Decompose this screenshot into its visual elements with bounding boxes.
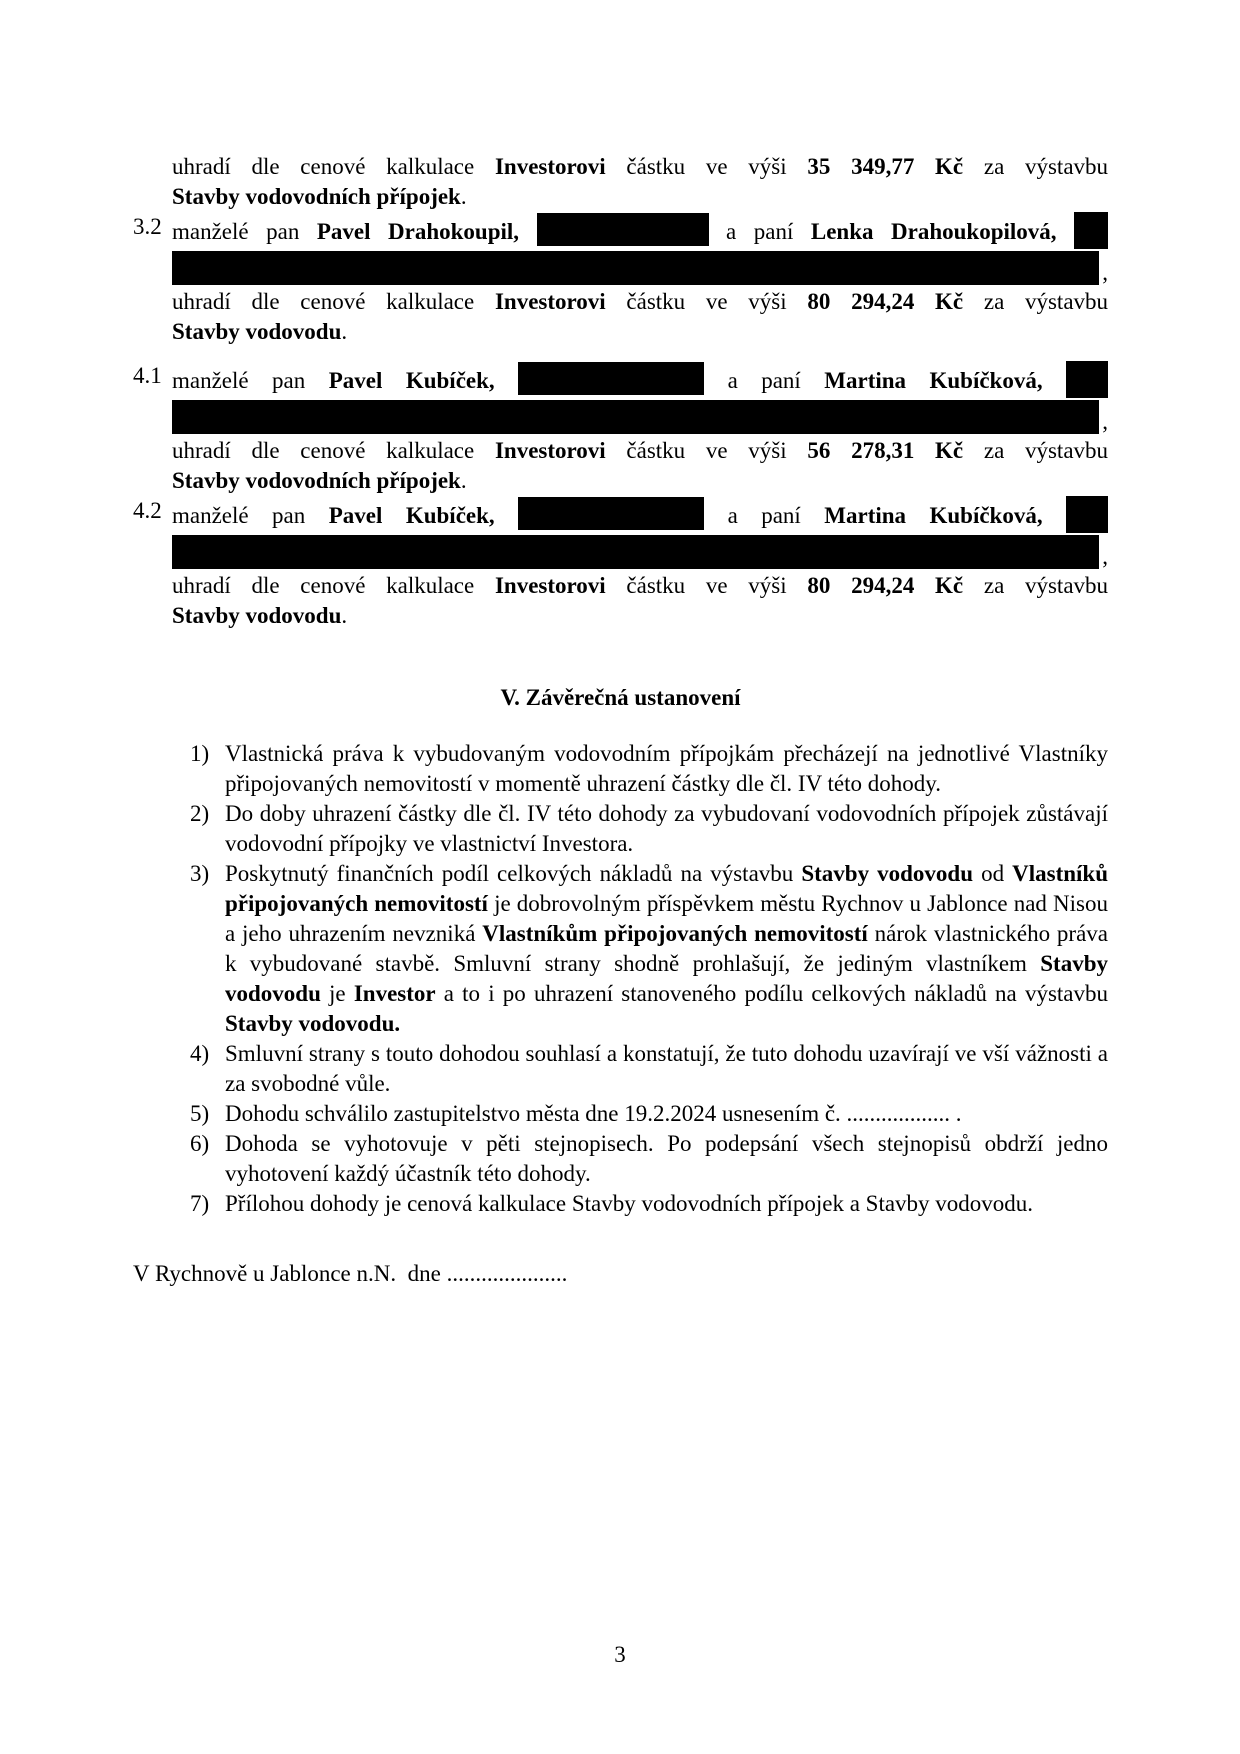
text-run: manželé pan bbox=[172, 219, 300, 244]
list-item-number: 7) bbox=[190, 1191, 210, 1216]
list-item bbox=[133, 1039, 1108, 1099]
bold-run: Stavby vodovodu. bbox=[225, 1011, 401, 1036]
husband-name: Pavel Kubíček, bbox=[328, 368, 495, 393]
list-item-text: Smluvní strany s touto dohodou souhlasí a konstatují, že tuto dohodu uzavírají ve vší vážnosti a za svobodné vůle. bbox=[225, 1041, 1108, 1096]
construction-object-line bbox=[172, 182, 1108, 212]
text-run: a paní bbox=[726, 219, 794, 244]
list-item-number: 6) bbox=[190, 1131, 210, 1156]
section-heading: V. Závěrečná ustanovení bbox=[500, 685, 741, 710]
redacted-text bbox=[172, 535, 1099, 569]
text-run: uhradí dle cenové kalkulace bbox=[172, 154, 475, 179]
bold-run: Investor bbox=[353, 981, 436, 1006]
wife-name: Lenka Drahoukopilová, bbox=[810, 219, 1057, 244]
list-item bbox=[133, 1129, 1108, 1189]
clause-number: 4.2 bbox=[133, 498, 162, 523]
clause-3-1-continuation bbox=[133, 152, 1108, 212]
amount-value: 80 294,24 Kč bbox=[807, 289, 964, 314]
redacted-text bbox=[1066, 361, 1108, 398]
list-item-number: 3) bbox=[190, 861, 210, 886]
redacted-text bbox=[172, 400, 1099, 434]
bold-run: Stavby vodovodu bbox=[801, 861, 974, 886]
redacted-address-line bbox=[172, 535, 1108, 569]
list-item bbox=[133, 799, 1108, 859]
text-run: uhradí dle cenové kalkulace bbox=[172, 289, 475, 314]
list-item bbox=[133, 859, 1108, 1039]
construction-object-line bbox=[172, 466, 1108, 496]
amount-value: 56 278,31 Kč bbox=[807, 438, 964, 463]
text-run: uhradí dle cenové kalkulace bbox=[172, 573, 475, 598]
construction-object: Stavby vodovodních přípojek bbox=[172, 468, 461, 493]
parties-line bbox=[172, 361, 1108, 398]
list-item bbox=[133, 1099, 1108, 1129]
text-run: a paní bbox=[727, 503, 801, 528]
text-run: , bbox=[1102, 260, 1108, 285]
redacted-text bbox=[518, 362, 704, 395]
text-run: částku ve výši bbox=[626, 573, 787, 598]
text-run: od bbox=[973, 861, 1013, 886]
redacted-text bbox=[518, 497, 704, 530]
list-item-number: 4) bbox=[190, 1041, 210, 1066]
text-run: manželé pan bbox=[172, 503, 306, 528]
bold-run: Vlastníkům připojovaných nemovitostí bbox=[482, 921, 868, 946]
bold-run: Vlastníků připojovaných nemovitostí bbox=[225, 861, 1108, 916]
list-item-text: Přílohou dohody je cenová kalkulace Stavby vodovodních přípojek a Stavby vodovodu. bbox=[225, 1191, 1034, 1216]
husband-name: Pavel Kubíček, bbox=[328, 503, 495, 528]
redacted-text bbox=[172, 251, 1099, 285]
payment-sentence-line bbox=[172, 152, 1108, 182]
text-run: Poskytnutý finančních podíl celkových nákladů na výstavbu bbox=[225, 861, 802, 886]
final-provisions-list bbox=[133, 739, 1108, 1219]
text-run: a to i po uhrazení stanoveného podílu celkových nákladů na výstavbu bbox=[435, 981, 1108, 1006]
investor-label: Investorovi bbox=[494, 573, 606, 598]
text-run: , bbox=[1102, 409, 1108, 434]
text-run: , bbox=[1102, 544, 1108, 569]
text-run: za výstavbu bbox=[983, 573, 1109, 598]
redacted-text bbox=[537, 213, 709, 246]
investor-label: Investorovi bbox=[494, 438, 606, 463]
list-item-text: Do doby uhrazení částky dle čl. IV této dohody za vybudovaní vodovodních přípojek zůstávají vodovodní přípojky ve vlastnictví Investora. bbox=[225, 801, 1108, 856]
text-run: a paní bbox=[727, 368, 801, 393]
list-item-text: Dohodu schválilo zastupitelstvo města dne 19.2.2024 usnesením č. .................. . bbox=[225, 1101, 962, 1126]
list-item-text: Dohoda se vyhotovuje v pěti stejnopisech. Po podepsání všech stejnopisů obdrží jedno vyhotovení každý účastník této dohody. bbox=[225, 1131, 1108, 1186]
text-run: za výstavbu bbox=[983, 289, 1109, 314]
text-run: . bbox=[341, 319, 348, 344]
list-item-text bbox=[225, 861, 1108, 1036]
investor-label: Investorovi bbox=[494, 154, 606, 179]
construction-object: Stavby vodovodu bbox=[172, 603, 342, 628]
construction-object: Stavby vodovodních přípojek bbox=[172, 184, 461, 209]
list-item-number: 5) bbox=[190, 1101, 210, 1126]
text-run: částku ve výši bbox=[626, 438, 787, 463]
clause-4-1 bbox=[133, 361, 1108, 496]
list-item-text: Vlastnická práva k vybudovaným vodovodním přípojkám přecházejí na jednotlivé Vlastníky připojovaných nemovitostí v momentě uhrazení částky dle čl. IV této dohody. bbox=[225, 741, 1108, 796]
bold-run: Stavby vodovodu bbox=[225, 951, 1108, 1006]
clause-number: 3.2 bbox=[133, 214, 162, 239]
clause-number: 4.1 bbox=[133, 363, 162, 388]
clause-3-2 bbox=[133, 212, 1108, 347]
amount-value: 35 349,77 Kč bbox=[807, 154, 964, 179]
text-run: . bbox=[341, 603, 348, 628]
page-number: 3 bbox=[614, 1642, 626, 1667]
text-run: částku ve výši bbox=[626, 154, 787, 179]
redacted-address-line bbox=[172, 251, 1108, 285]
text-run: částku ve výši bbox=[626, 289, 787, 314]
text-run: uhradí dle cenové kalkulace bbox=[172, 438, 475, 463]
amount-value: 80 294,24 Kč bbox=[807, 573, 964, 598]
list-item-number: 1) bbox=[190, 741, 210, 766]
text-run: . bbox=[460, 184, 467, 209]
redacted-address-line bbox=[172, 400, 1108, 434]
payment-sentence-line bbox=[172, 571, 1108, 601]
redacted-text bbox=[1074, 212, 1108, 249]
text-run: je bbox=[320, 981, 354, 1006]
text-run: manželé pan bbox=[172, 368, 306, 393]
construction-object: Stavby vodovodu bbox=[172, 319, 342, 344]
place-date-line: V Rychnově u Jablonce n.N. dne ..................... bbox=[133, 1261, 568, 1286]
construction-object-line bbox=[172, 317, 1108, 347]
parties-line bbox=[172, 212, 1108, 249]
list-item bbox=[133, 1189, 1108, 1219]
wife-name: Martina Kubíčková, bbox=[824, 503, 1043, 528]
text-run: za výstavbu bbox=[983, 438, 1109, 463]
investor-label: Investorovi bbox=[494, 289, 606, 314]
redacted-text bbox=[1066, 496, 1108, 533]
list-item bbox=[133, 739, 1108, 799]
wife-name: Martina Kubíčková, bbox=[824, 368, 1043, 393]
text-run: za výstavbu bbox=[983, 154, 1109, 179]
construction-object-line bbox=[172, 601, 1108, 631]
document-content bbox=[133, 152, 1108, 1289]
husband-name: Pavel Drahokoupil, bbox=[316, 219, 520, 244]
list-item-number: 2) bbox=[190, 801, 210, 826]
parties-line bbox=[172, 496, 1108, 533]
text-run: . bbox=[460, 468, 467, 493]
text-run: je dobrovolným příspěvkem městu Rychnov u Jablonce nad Nisou a jeho uhrazením nevzniká bbox=[225, 891, 1108, 946]
clause-4-2 bbox=[133, 496, 1108, 631]
text-run: nárok vlastnického práva k vybudované stavbě. Smluvní strany shodně prohlašují, že jediným vlastníkem bbox=[225, 921, 1109, 976]
payment-sentence-line bbox=[172, 287, 1108, 317]
payment-sentence-line bbox=[172, 436, 1108, 466]
